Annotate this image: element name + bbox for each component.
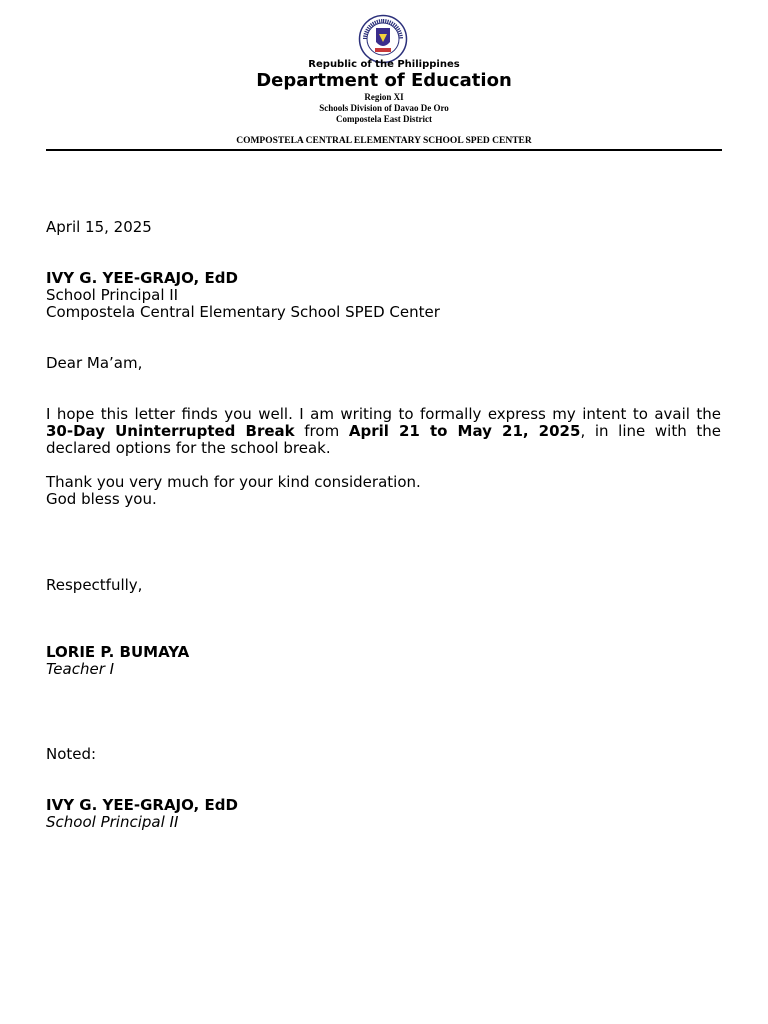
sender-title: Teacher I xyxy=(46,660,115,678)
sender-name: LORIE P. BUMAYA xyxy=(46,643,190,661)
break-dates: April 21 to May 21, 2025 xyxy=(348,422,581,440)
break-type: 30-Day Uninterrupted Break xyxy=(46,422,295,440)
body-from: from xyxy=(294,422,349,440)
thanks-line: Thank you very much for your kind consideration. xyxy=(46,473,421,491)
noter-title: School Principal II xyxy=(46,813,179,831)
deped-seal-icon xyxy=(358,14,408,64)
recipient-title: School Principal II xyxy=(46,286,179,304)
noter-name: IVY G. YEE-GRAJO, EdD xyxy=(46,796,238,814)
letter-date: April 15, 2025 xyxy=(46,218,152,236)
noted-label: Noted: xyxy=(46,745,97,763)
blessing-line: God bless you. xyxy=(46,490,157,508)
recipient-school: Compostela Central Elementary School SPED Center xyxy=(46,303,440,321)
region-line: Region XI xyxy=(364,92,404,102)
closing: Respectfully, xyxy=(46,576,143,594)
body-intro: I hope this letter finds you well. I am writing to formally express my intent to avail the xyxy=(46,405,721,423)
header-divider xyxy=(46,149,722,151)
republic-line: Republic of the Philippines xyxy=(308,59,460,70)
department-name: Department of Education xyxy=(256,70,512,91)
letter-body xyxy=(46,406,721,457)
school-line: COMPOSTELA CENTRAL ELEMENTARY SCHOOL SPED CENTER xyxy=(236,136,532,146)
body-rest: , in line with the declared options for the school break. xyxy=(46,422,721,457)
division-line: Schools Division of Davao De Oro xyxy=(319,103,449,113)
district-line: Compostela East District xyxy=(336,114,432,124)
recipient-name: IVY G. YEE-GRAJO, EdD xyxy=(46,269,238,287)
salutation: Dear Ma’am, xyxy=(46,354,143,372)
